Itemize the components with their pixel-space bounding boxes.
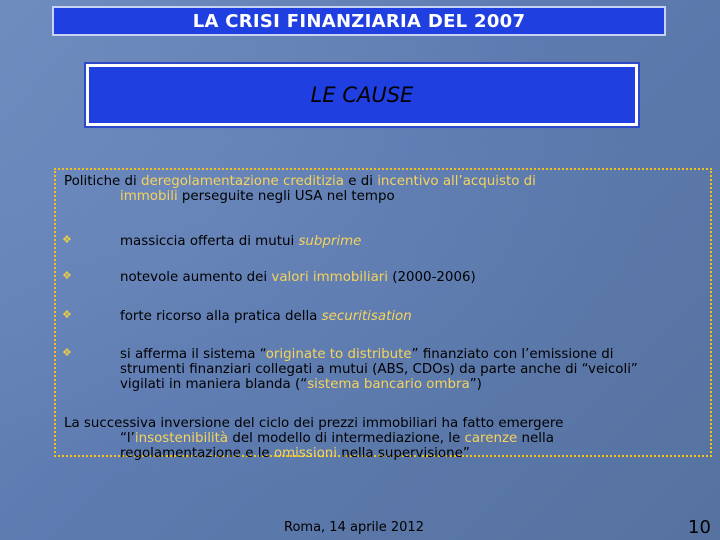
slide-title-bar bbox=[52, 6, 666, 36]
page-number: 10 bbox=[688, 517, 711, 538]
bullet-text: notevole aumento dei bbox=[120, 270, 272, 285]
closing-highlight: insostenibilità bbox=[134, 431, 229, 446]
closing-text: regolamentazione e le bbox=[120, 446, 274, 461]
intro-paragraph bbox=[64, 174, 654, 204]
closing-paragraph bbox=[64, 416, 664, 461]
bullet-text: ”) bbox=[469, 377, 482, 392]
closing-text: del modello di intermediazione, le bbox=[228, 431, 465, 446]
bullet-text: massiccia offerta di mutui bbox=[120, 234, 299, 249]
diamond-bullet-icon: ❖ bbox=[62, 233, 72, 246]
intro-highlight: incentivo all’acquisto di bbox=[377, 174, 536, 189]
bullet-text: strumenti finanziari collegati a mutui (ABS, CDOs) da parte anche di “veicoli” bbox=[120, 362, 638, 377]
bullet-text: vigilati in maniera blanda (“ bbox=[120, 377, 308, 392]
diamond-bullet-icon: ❖ bbox=[62, 346, 72, 359]
slide-title: LA CRISI FINANZIARIA DEL 2007 bbox=[192, 10, 526, 32]
bullet-highlight: subprime bbox=[298, 234, 362, 249]
diamond-bullet-icon: ❖ bbox=[62, 269, 72, 282]
intro-highlight: immobili bbox=[120, 189, 178, 204]
bullet-text: si afferma il sistema “ bbox=[120, 347, 266, 362]
closing-text: “l’ bbox=[120, 431, 135, 446]
bullet-highlight: sistema bancario ombra bbox=[307, 377, 470, 392]
closing-highlight: omissioni bbox=[273, 446, 337, 461]
bullet-text: forte ricorso alla pratica della bbox=[120, 309, 322, 324]
intro-text: perseguite negli USA nel tempo bbox=[177, 189, 395, 204]
bullet-text: ” finanziato con l’emissione di bbox=[411, 347, 614, 362]
intro-text: Politiche di bbox=[64, 174, 142, 189]
bullet-highlight: valori immobiliari bbox=[271, 270, 389, 285]
bullet-highlight: originate to distribute bbox=[265, 347, 412, 362]
content-box bbox=[54, 168, 712, 461]
diamond-bullet-icon: ❖ bbox=[62, 308, 72, 321]
subtitle: LE CAUSE bbox=[310, 83, 414, 107]
footer-date: Roma, 14 aprile 2012 bbox=[284, 520, 424, 535]
subtitle-box bbox=[86, 64, 638, 126]
closing-text: La successiva inversione del ciclo dei prezzi immobiliari ha fatto emergere bbox=[64, 416, 564, 431]
intro-highlight: deregolamentazione creditizia bbox=[141, 174, 344, 189]
bullet-highlight: securitisation bbox=[321, 309, 412, 324]
closing-text: nella bbox=[517, 431, 554, 446]
closing-highlight: carenze bbox=[464, 431, 518, 446]
intro-text: e di bbox=[343, 174, 378, 189]
closing-text: nella supervisione” bbox=[336, 446, 470, 461]
bullet-text: (2000-2006) bbox=[388, 270, 476, 285]
